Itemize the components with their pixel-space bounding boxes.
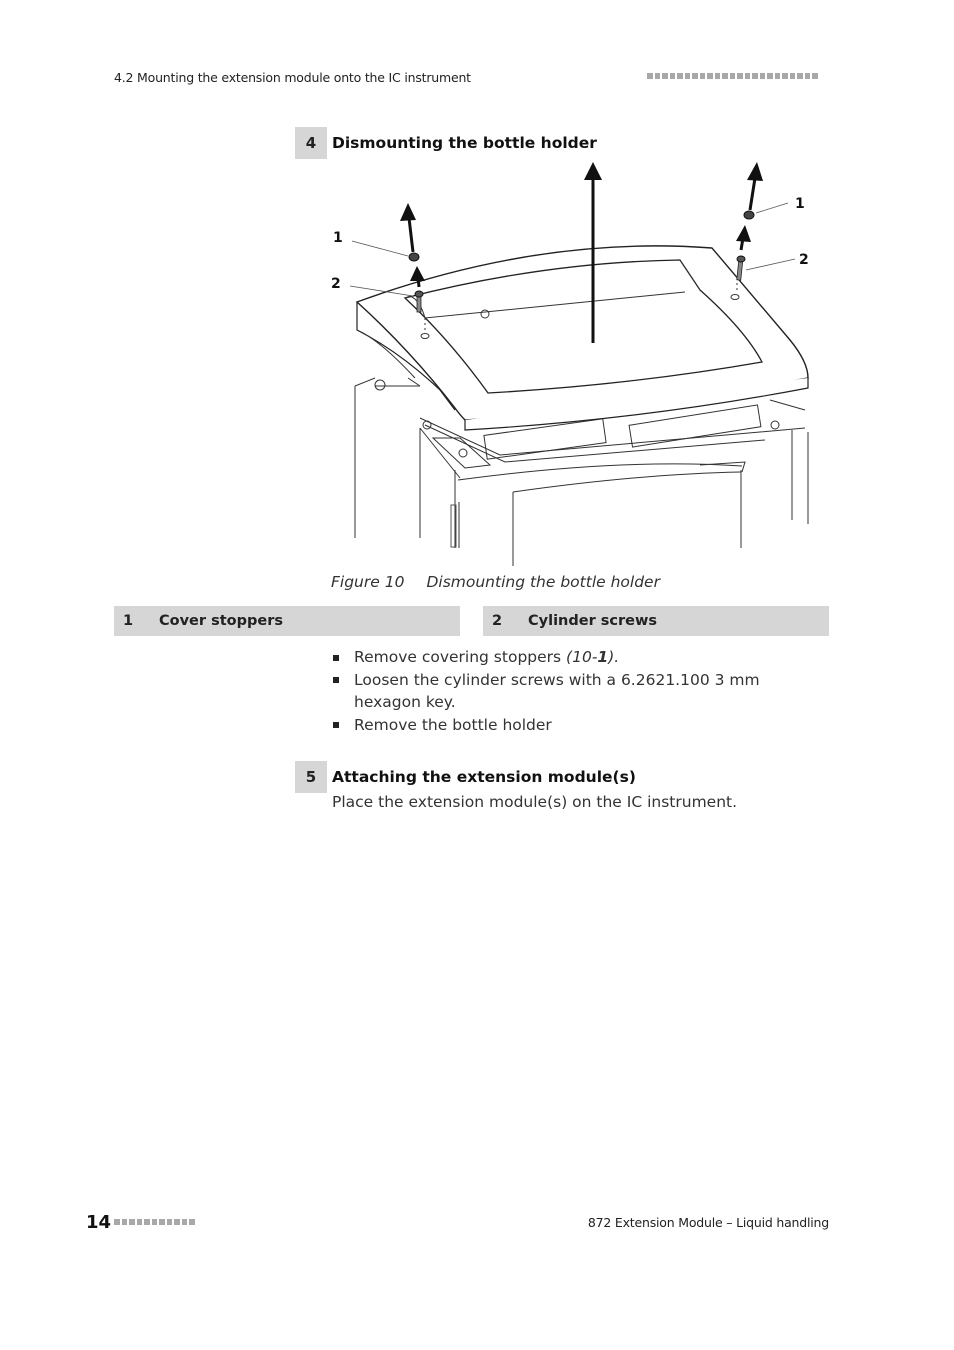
callout-1-right: 1: [795, 196, 805, 212]
legend-item: [114, 606, 460, 636]
figure-caption-text: Dismounting the bottle holder: [426, 573, 660, 591]
step-number-badge: 5: [295, 761, 327, 793]
legend-label: Cover stoppers: [159, 613, 283, 629]
figure-caption: [331, 573, 660, 591]
legend-item: [483, 606, 829, 636]
legend-number: 1: [123, 613, 134, 629]
callout-2-left: 2: [331, 276, 341, 292]
instruction-list: [332, 646, 812, 736]
list-item: Remove the bottle holder: [332, 714, 812, 737]
step-5-body: Place the extension module(s) on the IC instrument.: [332, 793, 738, 811]
bottle-holder-illustration: [0, 0, 954, 600]
figure-reference: (10-1).: [566, 648, 620, 666]
list-item: Loosen the cylinder screws with a 6.2621.100 3 mm hexagon key.: [332, 669, 812, 714]
legend-label: Cylinder screws: [528, 613, 658, 629]
footer-decorative-squares: [114, 1219, 195, 1225]
figure-label: Figure 10: [331, 573, 405, 591]
running-header-section: 4.2 Mounting the extension module onto the IC instrument: [114, 70, 471, 85]
running-footer-title: 872 Extension Module – Liquid handling: [587, 1215, 829, 1230]
callout-2-right: 2: [799, 252, 809, 268]
step-title: Dismounting the bottle holder: [332, 134, 597, 152]
legend-number: 2: [492, 613, 503, 629]
callout-1-left: 1: [333, 230, 343, 246]
page-number: 14: [86, 1212, 112, 1233]
step-number-badge: 4: [295, 127, 327, 159]
step-title: Attaching the extension module(s): [332, 768, 636, 786]
step-5-heading: [295, 761, 636, 793]
list-item-text: Remove covering stoppers: [354, 648, 567, 666]
list-item: [332, 646, 812, 669]
